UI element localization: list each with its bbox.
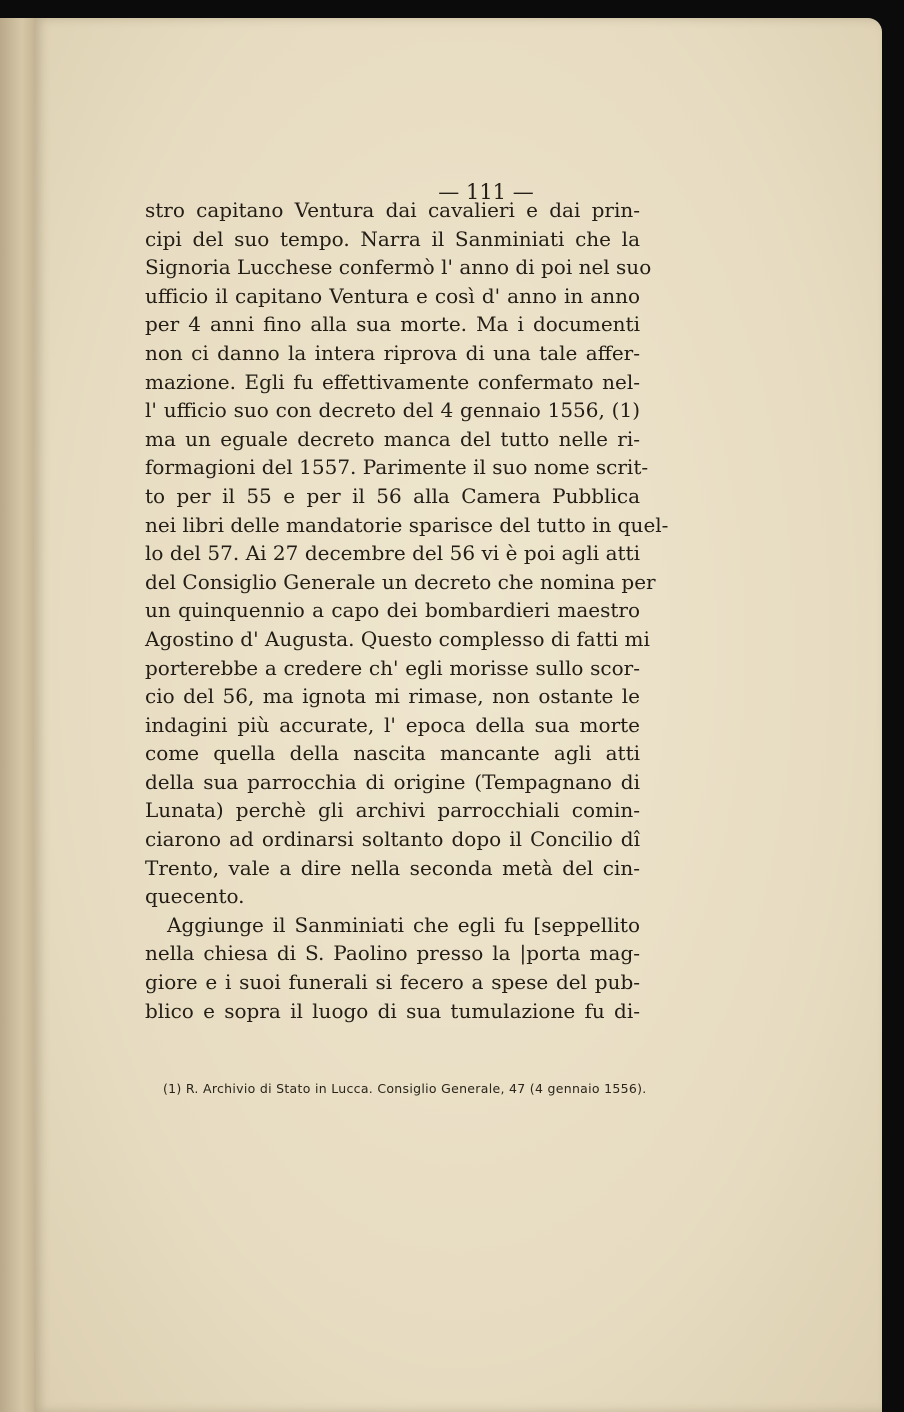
text-line: Agostino d' Augusta. Questo complesso di fatti mi — [145, 626, 650, 651]
text-line: l' ufficio suo con decreto del 4 gennaio 1556, (1) — [145, 398, 640, 423]
text-line: lo del 57. Ai 27 decembre del 56 vi è poi agli atti — [145, 541, 640, 566]
text-line: per 4 anni fino alla sua morte. Ma i documenti — [145, 312, 640, 337]
text-line: indagini più accurate, l' epoca della sua morte — [145, 712, 640, 737]
text-line: cio del 56, ma ignota mi rimase, non ostante le — [145, 684, 640, 709]
text-line: blico e sopra il luogo di sua tumulazione fu di- — [145, 998, 640, 1023]
text-line: nella chiesa di S. Paolino presso la |porta mag- — [145, 941, 640, 966]
text-line: cipi del suo tempo. Narra il Sanminiati che la — [145, 226, 640, 251]
text-line: del Consiglio Generale un decreto che nomina per — [145, 569, 656, 594]
text-line: ufficio il capitano Ventura e così d' anno in anno — [145, 283, 640, 308]
text-line: stro capitano Ventura dai cavalieri e dai prin- — [145, 198, 640, 222]
text-line: ciarono ad ordinarsi soltanto dopo il Concilio dî — [145, 827, 640, 852]
text-line: giore e i suoi funerali si fecero a spese del pub- — [145, 970, 640, 995]
text-line: to per il 55 e per il 56 alla Camera Pubblica — [145, 483, 640, 508]
body-text — [145, 196, 669, 1025]
text-line: ma un eguale decreto manca del tutto nelle ri- — [145, 426, 640, 451]
text-line: non ci danno la intera riprova di una tale affer- — [145, 340, 640, 365]
text-line: Signoria Lucchese confermò l' anno di poi nel suo — [145, 255, 652, 280]
text-line: Aggiunge il Sanminiati che egli fu [seppellito — [167, 912, 640, 937]
text-line: quecento. — [145, 884, 245, 909]
text-line: formagioni del 1557. Parimente il suo nome scrit- — [145, 455, 649, 480]
text-line: come quella della nascita mancante agli atti — [145, 741, 640, 766]
text-line: porterebbe a credere ch' egli morisse sullo scor- — [145, 655, 640, 680]
text-line: Trento, vale a dire nella seconda metà del cin- — [145, 855, 640, 880]
text-line: un quinquennio a capo dei bombardieri maestro — [145, 598, 640, 623]
text-line: mazione. Egli fu effettivamente confermato nel- — [145, 369, 640, 394]
text-line: della sua parrocchia di origine (Tempagnano di — [145, 769, 640, 794]
footnote: (1) R. Archivio di Stato in Lucca. Consiglio Generale, 47 (4 gennaio 1556). — [163, 1081, 647, 1096]
text-line: Lunata) perchè gli archivi parrocchiali comin- — [145, 798, 640, 823]
page-number: — 111 — — [438, 180, 534, 204]
text-line: nei libri delle mandatorie sparisce del tutto in quel- — [145, 512, 669, 537]
